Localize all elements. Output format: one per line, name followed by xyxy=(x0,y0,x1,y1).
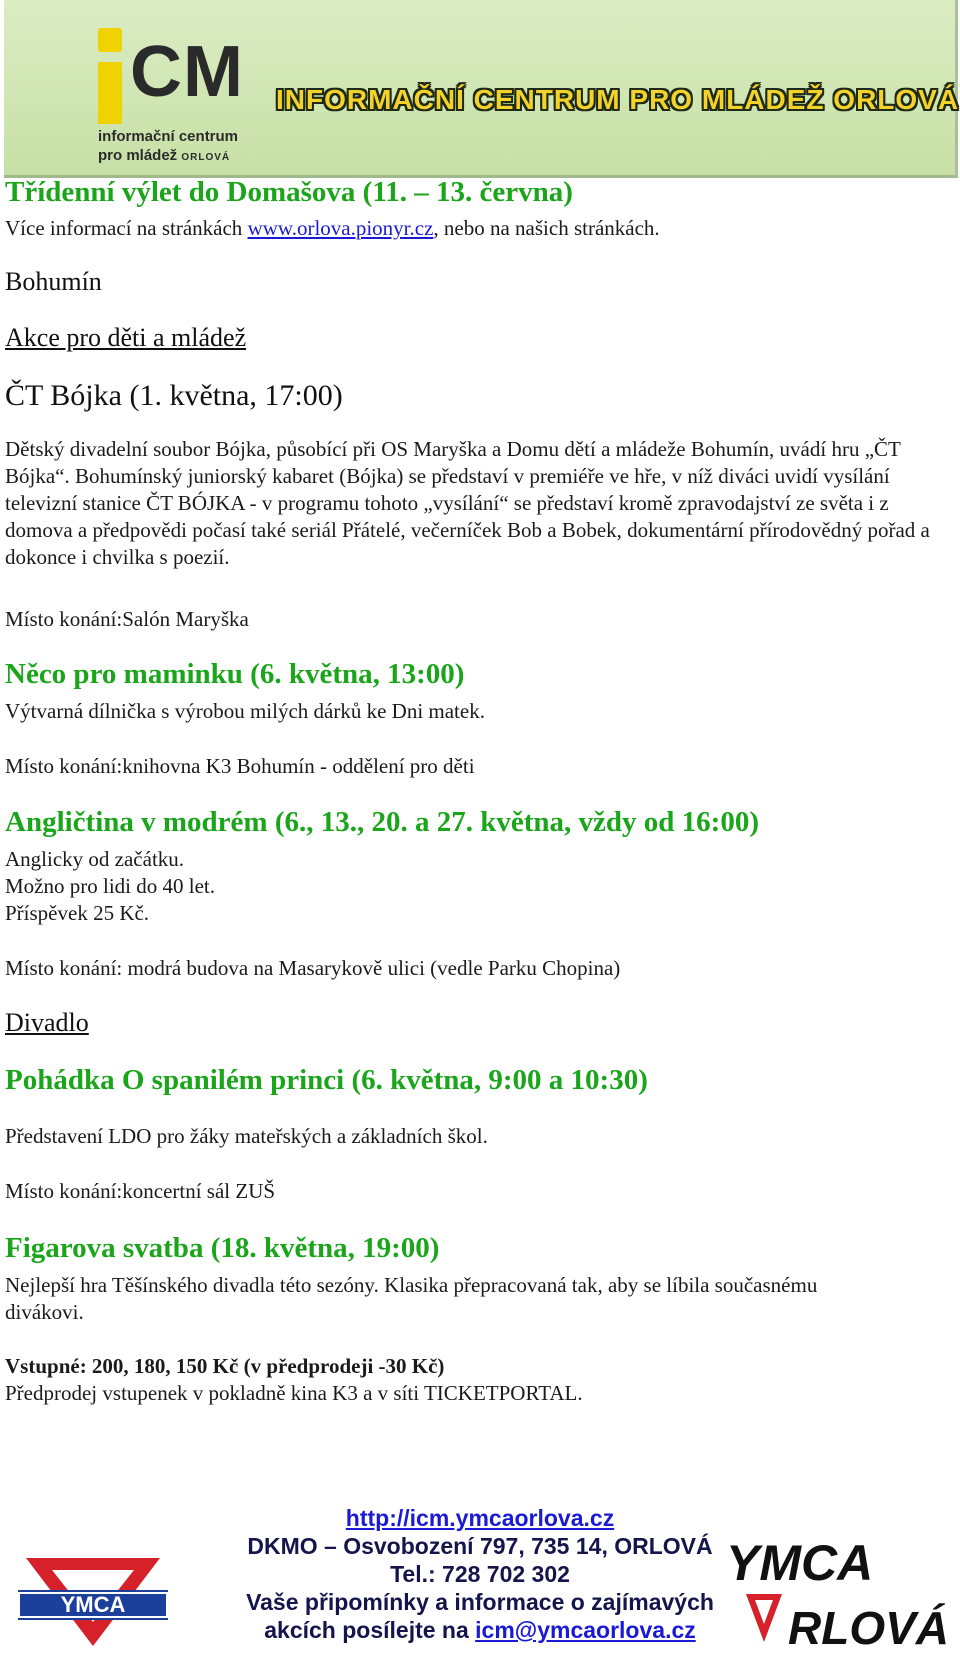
logo-subtitle-line2: pro mládež ORLOVÁ xyxy=(98,147,231,164)
ymca-left-text: YMCA xyxy=(60,1592,126,1617)
pohadka-heading: Pohádka O spanilém princi (6. května, 9:00 a 10:30) xyxy=(5,1064,648,1096)
pohadka-place: Místo konání:koncertní sál ZUŠ xyxy=(5,1179,276,1203)
footer-line-4: Vaše připomínky a informace o zajímavých xyxy=(246,1589,714,1615)
footer-line-5: akcích posílejte na icm@ymcaorlova.cz xyxy=(264,1617,696,1643)
maminka-heading: Něco pro maminku (6. května, 13:00) xyxy=(5,658,465,690)
city-heading: Bohumín xyxy=(5,267,102,296)
category-kids-heading: Akce pro děti a mládež xyxy=(5,323,247,352)
ymca-orlova-logo-right-icon xyxy=(718,1530,950,1654)
header-banner xyxy=(4,0,958,178)
icm-logo-i-icon xyxy=(96,28,124,124)
bojka-description: Dětský divadelní soubor Bójka, působící při OS Maryška a Domu dětí a mládeže Bohumín, uvádí hru „ČT Bójka“. Bohumínský juniorský kabaret (Bójka) se představí v premiéře ve hře, v níž diváci uvidí vysílání televizní stanice ČT BÓJKA - v programu tohoto „vysílání“ se představí kromě zpravodajství ze světa i z domova a předpovědi počasí také seriál Přátelé, večerníček Bob a Bobek, dokumentární přírodovědný pořad a dokonce i chvilka s poezií. xyxy=(5,437,930,569)
ymca-logo-left-icon xyxy=(18,1558,168,1648)
pohadka-description: Představení LDO pro žáky mateřských a základních škol. xyxy=(5,1124,488,1148)
english-line-1: Anglicky od začátku. xyxy=(5,847,185,871)
english-place: Místo konání: modrá budova na Masarykově ulici (vedle Parku Chopina) xyxy=(5,956,621,980)
figaro-presale: Předprodej vstupenek v pokladně kina K3 a v síti TICKETPORTAL. xyxy=(5,1381,583,1405)
pionyr-link[interactable]: www.orlova.pionyr.cz xyxy=(247,216,434,240)
bojka-heading: ČT Bójka (1. května, 17:00) xyxy=(5,379,343,412)
figaro-heading: Figarova svatba (18. května, 19:00) xyxy=(5,1232,440,1264)
footer-email-link[interactable]: icm@ymcaorlova.cz xyxy=(475,1617,696,1643)
icm-logo-letters: CM xyxy=(130,32,244,112)
figaro-price: Vstupné: 200, 180, 150 Kč (v předprodeji -30 Kč) xyxy=(5,1354,445,1378)
footer-phone: Tel.: 728 702 302 xyxy=(390,1561,570,1587)
bojka-place: Místo konání:Salón Maryška xyxy=(5,607,249,631)
ymca-right-text-top: YMCA xyxy=(726,1535,874,1591)
english-heading: Angličtina v modrém (6., 13., 20. a 27. května, vždy od 16:00) xyxy=(5,806,759,838)
logo-subtitle-line1: informační centrum xyxy=(98,128,239,145)
trip-heading: Třídenní výlet do Domašova (11. – 13. června) xyxy=(5,176,573,208)
maminka-place: Místo konání:knihovna K3 Bohumín - oddělení pro děti xyxy=(5,754,475,778)
trip-text: Více informací na stránkách www.orlova.pionyr.cz, nebo na našich stránkách. xyxy=(5,216,660,240)
english-line-2: Možno pro lidi do 40 let. xyxy=(5,874,215,898)
footer-url-link[interactable]: http://icm.ymcaorlova.cz xyxy=(345,1505,615,1531)
ymca-right-text-bottom: RLOVÁ xyxy=(788,1602,949,1654)
banner-title: INFORMAČNÍ CENTRUM PRO MLÁDEŽ ORLOVÁ xyxy=(276,84,960,115)
english-line-3: Příspěvek 25 Kč. xyxy=(5,901,150,925)
maminka-description: Výtvarná dílnička s výrobou milých dárků ke Dni matek. xyxy=(5,699,485,723)
figaro-description: Nejlepší hra Těšínského divadla této sezóny. Klasika přepracovaná tak, aby se líbila současnému divákovi. xyxy=(5,1273,818,1324)
category-theatre-heading: Divadlo xyxy=(5,1008,89,1037)
footer-address: DKMO – Osvobození 797, 735 14, ORLOVÁ xyxy=(247,1533,713,1559)
